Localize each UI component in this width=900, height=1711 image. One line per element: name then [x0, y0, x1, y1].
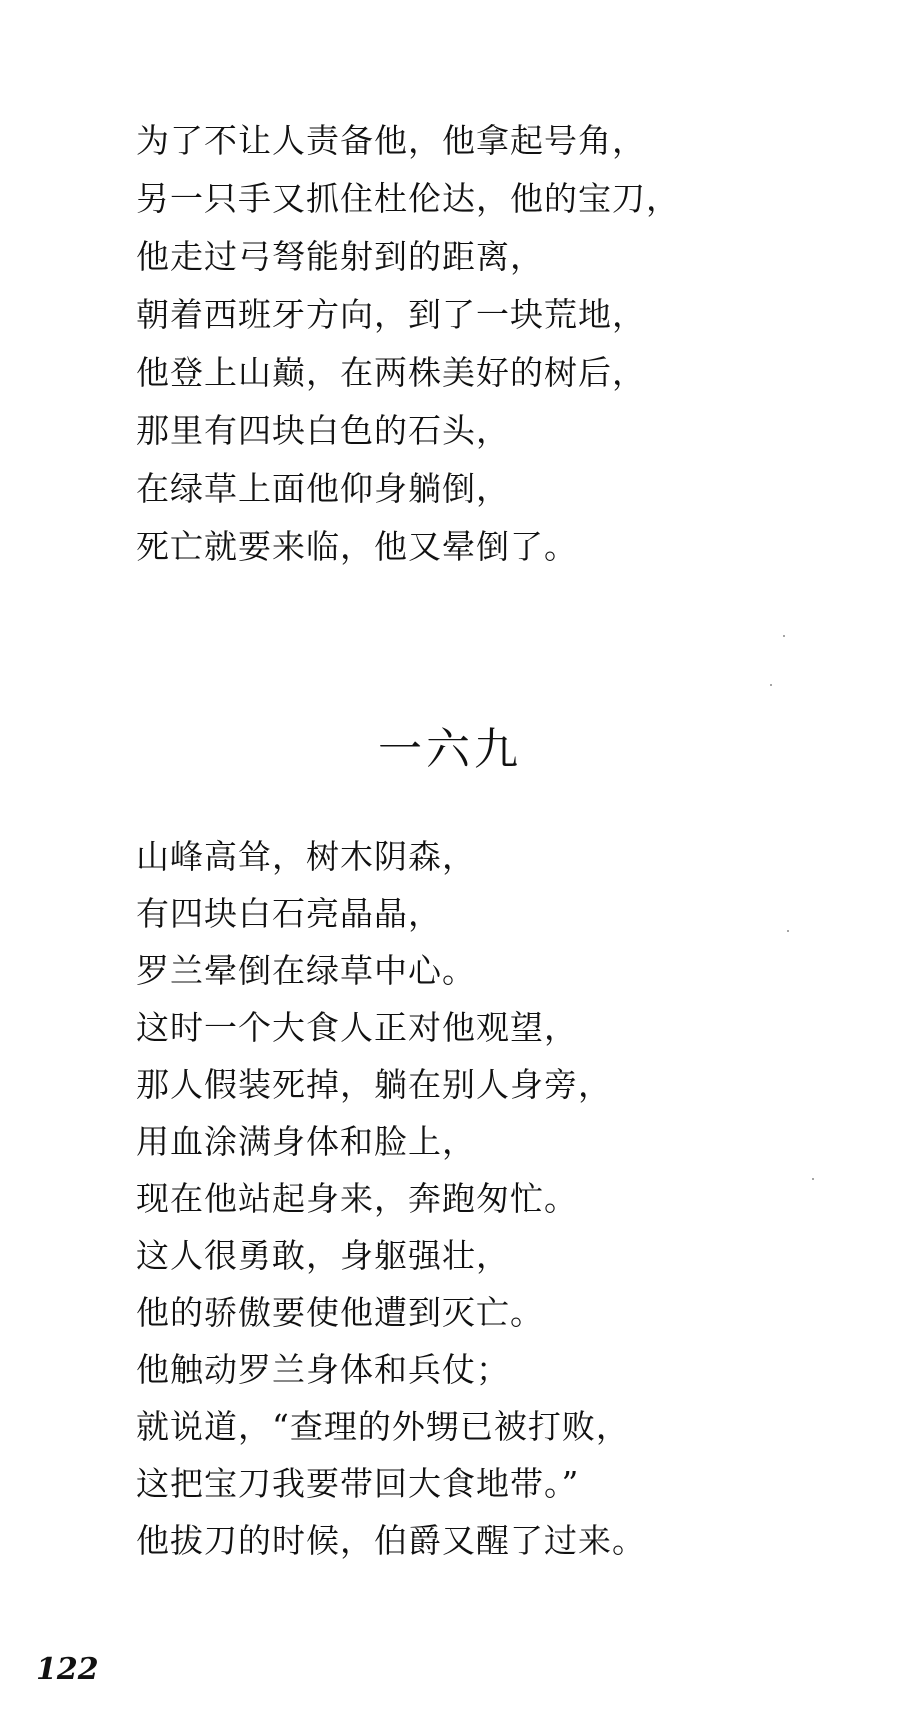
verse-line: 他拔刀的时候，伯爵又醒了过来。: [136, 1521, 646, 1560]
verse-line: 那人假装死掉，躺在别人身旁，: [136, 1065, 612, 1104]
scan-speck: [787, 930, 789, 932]
verse-line: 朝着西班牙方向，到了一块荒地，: [136, 295, 646, 334]
verse-line: 他的骄傲要使他遭到灭亡。: [136, 1293, 544, 1332]
verse-line: 那里有四块白色的石头，: [136, 411, 510, 450]
verse-line: 为了不让人责备他，他拿起号角，: [136, 121, 646, 160]
scan-speck: [770, 684, 772, 686]
verse-line: 另一只手又抓住杜伦达，他的宝刀，: [136, 179, 680, 218]
verse-line: 在绿草上面他仰身躺倒，: [136, 469, 510, 508]
verse-line: 有四块白石亮晶晶，: [136, 894, 442, 933]
verse-line: 死亡就要来临，他又晕倒了。: [136, 527, 578, 566]
verse-line: 这把宝刀我要带回大食地带。”: [136, 1464, 580, 1503]
stanza-168-ending: [136, 112, 836, 576]
verse-line: 就说道，“查理的外甥已被打败，: [136, 1407, 630, 1446]
verse-line: 他走过弓弩能射到的距离，: [136, 237, 544, 276]
verse-line: 他登上山巅，在两株美好的树后，: [136, 353, 646, 392]
section-heading: 一六九: [378, 724, 522, 775]
scan-speck: [783, 635, 785, 637]
page-number: 122: [36, 1652, 99, 1687]
stanza-169: [136, 828, 836, 1569]
verse-line: 他触动罗兰身体和兵仗；: [136, 1350, 510, 1389]
verse-line: 这人很勇敢，身躯强壮，: [136, 1236, 510, 1275]
verse-line: 这时一个大食人正对他观望，: [136, 1008, 578, 1047]
scan-speck: [812, 1178, 814, 1180]
verse-line: 罗兰晕倒在绿草中心。: [136, 951, 476, 990]
verse-line: 现在他站起身来，奔跑匆忙。: [136, 1179, 578, 1218]
verse-line: 用血涂满身体和脸上，: [136, 1122, 476, 1161]
verse-line: 山峰高耸，树木阴森，: [136, 837, 476, 876]
